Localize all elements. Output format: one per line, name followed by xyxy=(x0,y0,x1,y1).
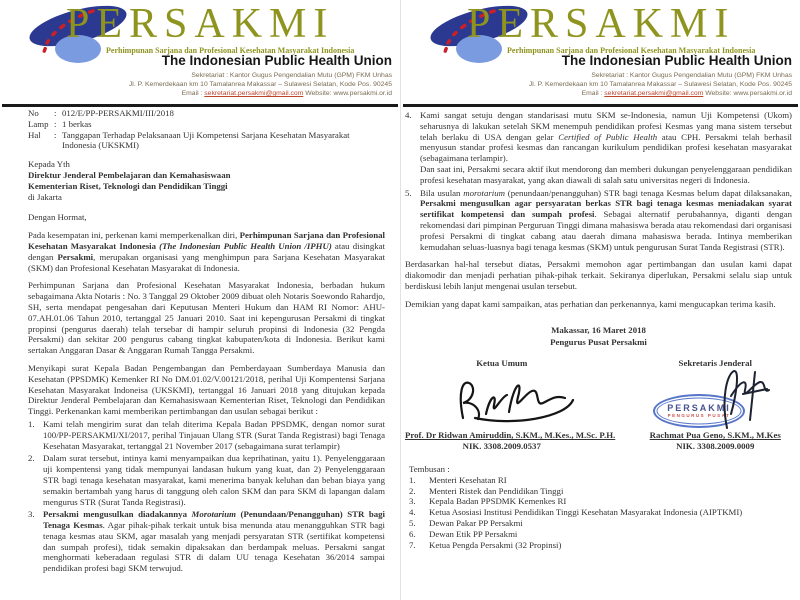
cc-item: 6. Dewan Etik PP Persakmi xyxy=(409,528,518,539)
paragraph-intro: Pada kesempatan ini, perkenan kami memperkenalkan diri, Perhimpunan Sarjana dan Profesional Kesehatan Masyarakat Indonesia (The Indonesian Public Health Union /IPHU) atau disingkat dengan Persakmi, merupakan organisasi yang menghimpun para Sarjana Kesehatan Masyarakat (SKM) dan Profesional Kesehatan Masyarakat di Indonesia. xyxy=(28,230,385,273)
logo-wordmark: PERSAKMI xyxy=(66,1,335,47)
place-date: Makassar, 16 Maret 2018 xyxy=(551,324,646,335)
secretary-signature-icon xyxy=(697,364,781,434)
cc-item: 1. Menteri Kesehatan RI xyxy=(409,474,507,485)
issuing-body: Pengurus Pusat Persakmi xyxy=(550,336,647,347)
cc-item: 2. Menteri Ristek dan Pendidikan Tinggi xyxy=(409,485,564,496)
meta-row-subject: Hal : Tanggapan Terhadap Pelaksanaan Uji Kompetensi Sarjana Kesehatan Masyarakat Indonesia (UKSKMI) xyxy=(28,129,350,151)
role-chairman: Ketua Umum xyxy=(476,357,528,368)
contact-line xyxy=(129,89,392,98)
list-item: 4. Kami sangat setuju dengan standarisasi mutu SKM se-Indonesia, namun Uji Kompetensi (Ukom) seharusnya di lakukan setelah SKM menempuh pendidikan profesi Kesmas yang mana sistem tersebut telah berlaku di USA dengan gelar Certified of Public Health atau CPH. Persakmi telah berhasil menyusun standar profesi kesmas dan rancangan kurikulum pendidikan profesi kesehatan masyarakat (sebagaimana terlampir). Dan saat ini, Persakmi secara aktif ikut mendorong dan memberi dukungan penyelenggaraan pendidikan profesi kesehatan masyarakat, yang akan diawali di salah satu universitas negeri di Indonesia. xyxy=(405,110,792,185)
recipient-salutation: Kepada Yth xyxy=(28,159,70,170)
paragraph-request: Berdasarkan hal-hal tersebut diatas, Persakmi memohon agar pertimbangan dan usulan kami dapat diakomodir dan menjadi perhatian pihak-pihak terkait. Sekiranya diperlukan, Persakmi selalu siap untuk berdiskusi lebih lanjut mengenai usulan tersebut. xyxy=(405,259,792,291)
logo-wordmark: PERSAKMI xyxy=(467,1,736,47)
letter-page-2 xyxy=(400,0,800,600)
role-secretary-general: Sekretaris Jenderal xyxy=(678,357,752,368)
paragraph-thanks: Demikian yang dapat kami sampaikan, atas perhatian dan perkenannya, kami mengucapkan terima kasih. xyxy=(405,298,776,309)
contact-line xyxy=(529,89,792,98)
cc-item: 4. Ketua Asosiasi Institusi Pendidikan Tinggi Kesehatan Masyarakat Indonesia (AIPTKMI) xyxy=(409,507,743,518)
letter-body-page1 xyxy=(28,108,385,574)
signatory-left xyxy=(405,430,616,452)
logo-tagline: Perhimpunan Sarjana dan Profesional Kesehatan Masyarakat Indonesia xyxy=(106,46,355,55)
org-name-english: The Indonesian Public Health Union xyxy=(561,53,792,68)
email-label: Email : xyxy=(581,90,605,97)
secretary-nik: NIK. 3308.2009.0009 xyxy=(676,441,755,452)
cc-title: Tembusan : xyxy=(409,463,450,474)
numbered-list-page1 xyxy=(28,419,385,574)
org-name-english: The Indonesian Public Health Union xyxy=(161,53,392,68)
letterhead-rule xyxy=(403,104,798,107)
recipient-block xyxy=(28,159,385,202)
stamp-org-name: PERSAKMI xyxy=(667,403,731,414)
recipient-line1: Direktur Jenderal Pembelajaran dan Kemahasiswaan xyxy=(28,169,231,180)
date-block xyxy=(405,324,792,348)
paragraph-response: Menyikapi surat Kepala Badan Pengembangan dan Pemberdayaan Sumberdaya Manusia dan Kesehatan (PPSDMK) Kemenker RI No DM.01.02/V.00121/2018, perihal Uji Kompentensi Sarjana Kesehatan Masyarakat Indoneisa (UKSKMI), tertanggal 16 Januari 2018 yang ditujukan kepada Direktur Jenderal Pembelajaran dan Kemahasiswaan Kementerian Riset, Teknologi dan Pendidikan Tinggi. Perkenankan kami memberikan pertimbangan dan usulan sebagai berikut : xyxy=(28,362,385,417)
email-label: Email : xyxy=(181,90,205,97)
cc-item: 3. Kepala Badan PPSDMK Kemenkes RI xyxy=(409,496,567,507)
email-link[interactable]: sekretariat.persakmi@gmail.com xyxy=(604,90,704,97)
cc-item: 5. Dewan Pakar PP Persakmi xyxy=(409,517,523,528)
secretariat-block xyxy=(529,71,792,98)
list-item: 1. Kami telah mengirim surat dan telah diterima Kepala Badan PPSDMK, dengan nomor surat 100/PP-PERSAKMI/XI/2017, perihal Tinjauan Ulang STR (Surat Tanda Registrasi) bagi Tenaga Kesehatan Masyarakat, tertanggal 21 November 2017 (sebagaimana surat terlampir) xyxy=(28,418,385,451)
meta-row-number: No : 012/E/PP-PERSAKMI/III/2018 xyxy=(28,108,174,118)
stamp-org-level: PENGURUS PUSAT xyxy=(667,413,731,419)
letterhead xyxy=(0,0,400,107)
paragraph-legal: Perhimpunan Sarjana dan Profesional Kesehatan Masyarakat Indonesia, berbadan hukum sebagaimana Akta Notaris : No. 3 Tanggal 29 Oktober 2009 dibuat oleh Notaris Soewondo Rahardjo, SH, serta mendapat pengesahan dari Keputusan Menteri Hukum dan HAM RI Nomor: AHU-07.AH.01.06 Tahun 2010, tertanggal 25 Januari 2010. Saat ini kepengurusan Persakmi di tingkat propinsi (pengurus daerah) telah tersebar di hampir seluruh propinsi di Indonesia (32 Pengda Persakmi) dan sekitar 200 pengurus cabang tingkat kabupaten/kota di Indonesia. Berikut kami sertakan Anggaran Dasar & Anggaran Rumah Tangga Persakmi. xyxy=(28,280,385,356)
list-item: 2. Dalam surat tersebut, intinya kami menyampaikan dua keprihatinan, yaitu 1). Penyelenggaraan uji kompentensi yang tidak mempunyai landasan hukum yang kuat, dan 2) Penyelenggaraan STR bagi tenaga kesehatan masyarakat, kami menerima banyak keluhan dan beban biaya yang semakin bertambah yang harus di tanggung oleh calon SKM dan para SKM di lapangan dalam mengurus STR (Surat Tanda Registrasi). xyxy=(28,453,385,507)
chairman-name: Prof. Dr Ridwan Amiruddin, S.KM., M.Kes., M.Sc. P.H. xyxy=(405,430,616,441)
cc-block xyxy=(405,464,792,550)
list-item: 3. Persakmi mengusulkan diadakannya Morotarium (Penundaan/Penangguhan) STR bagi Tenaga Kesmas. Agar pihak-pihak terkait untuk bisa menunda atau menangguhkan STR bagi tenaga kesmas atau SKM, agar masalah yang menjadi persyaratan STR (sertifikat kompetensi dan sumpah profesi), tidak semakin dipaksakan dan berdampak meluas. Persakmi sangat menghormati keberadaan regulasi STR di dalam UU tenaga Kesehatan 36/2014 sampai pendidikan profesi bagi SKM terwujud. xyxy=(28,509,385,574)
recipient-line2: Kementerian Riset, Teknologi dan Pendidikan Tinggi xyxy=(28,180,228,191)
chairman-nik: NIK. 3308.2009.0537 xyxy=(462,441,541,452)
meta-row-attachment: Lamp : 1 berkas xyxy=(28,118,92,129)
secretariat-line1: Sekretariat : Kantor Gugus Pengendalian Mutu (GPM) FKM Unhas xyxy=(591,72,792,79)
secretariat-line2: Jl. P. Kemerdekaan km 10 Tamalanrea Makassar – Sulawesi Selatan, Kode Pos. 90245 xyxy=(128,81,392,88)
letter-body-page2 xyxy=(405,108,792,550)
secretariat-line1: Sekretariat : Kantor Gugus Pengendalian Mutu (GPM) FKM Unhas xyxy=(191,72,392,79)
list-item: 5. Bila usulan morotarium (penundaan/penangguhan) STR bagi tenaga Kesmas belum dapat dilaksanakan, Persakmi mengusulkan agar persyaratan berkas STR bagi tenaga kesmas meniadakan syarat sertifikat kompetensi dan sumpah profesi. Sebagai alternatif perubahannya, diganti dengan rekomendasi dari pimpinan Perguruan Tinggi dimana mahasiswa berada atau rekomendasi dari organisasi profesi Persakmi di tingkat cabang atau daerah dimana mahasiswa berada. Intinya memberikan kemudahan seluas-luasnya bagi tenaga kesmas (SKM) untuk pengurusan Surat Tanda Registrasi (STR). xyxy=(405,187,792,252)
website-label: Website: www.persakmi.or.id xyxy=(303,90,392,97)
logo-tagline: Perhimpunan Sarjana dan Profesional Kesehatan Masyarakat Indonesia xyxy=(507,46,756,55)
numbered-list-page2 xyxy=(405,110,792,252)
signature-area xyxy=(405,368,792,430)
recipient-city: di Jakarta xyxy=(28,191,62,202)
letterhead xyxy=(401,0,800,107)
secretary-name: Rachmat Pua Geno, S.KM., M.Kes xyxy=(649,430,781,441)
greeting: Dengan Hormat, xyxy=(28,212,87,223)
secretariat-block xyxy=(129,71,392,98)
email-link[interactable]: sekretariat.persakmi@gmail.com xyxy=(204,90,304,97)
secretariat-line2: Jl. P. Kemerdekaan km 10 Tamalanrea Makassar – Sulawesi Selatan, Kode Pos. 90245 xyxy=(528,81,792,88)
letterhead-rule xyxy=(2,104,398,107)
website-label: Website: www.persakmi.or.id xyxy=(703,90,792,97)
cc-item: 7. Ketua Pengda Persakmi (32 Propinsi) xyxy=(409,539,562,550)
chairman-signature-icon xyxy=(453,372,603,428)
